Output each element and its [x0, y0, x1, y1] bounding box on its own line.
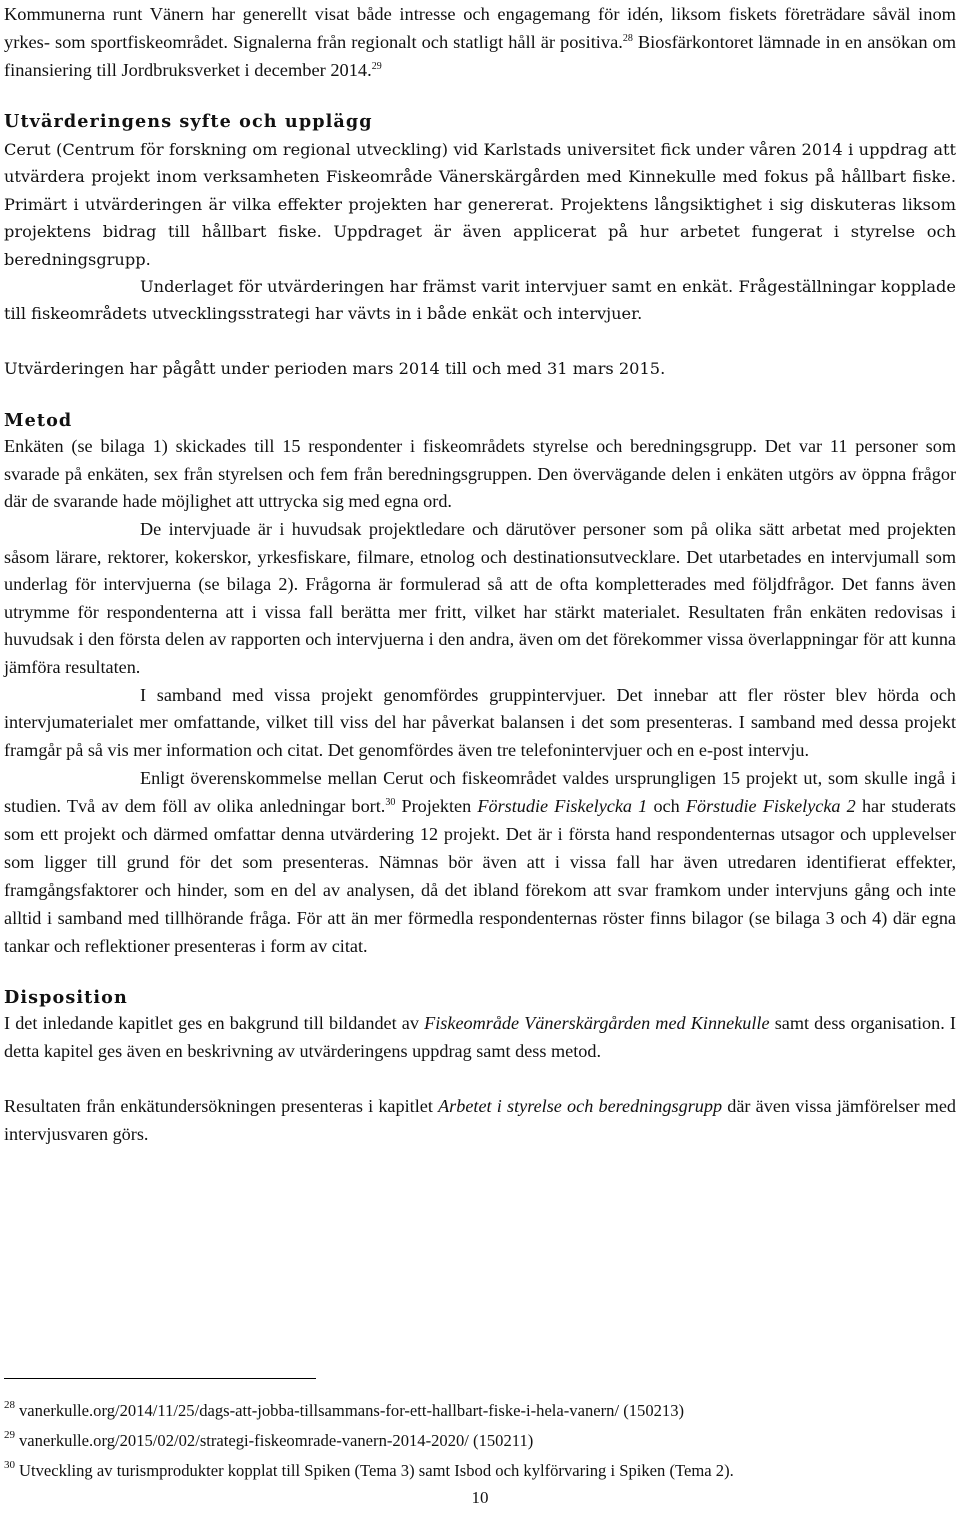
footnote-30 — [4, 1453, 956, 1483]
organisation-name: Fiskeområde Vänerskärgården med Kinnekulle — [424, 1013, 770, 1034]
footnotes — [4, 1378, 956, 1483]
footnote-number: 28 — [4, 1399, 15, 1411]
footnote-divider — [4, 1378, 316, 1379]
footnote-text: Utveckling av turismprodukter kopplat till Spiken (Tema 3) samt Isbod och kylförvaring i Spiken (Tema 2). — [19, 1461, 734, 1480]
footnote-text: vanerkulle.org/2015/02/02/strategi-fiskeomrade-vanern-2014-2020/ (150211) — [19, 1431, 534, 1450]
disposition-paragraph-1 — [4, 1010, 956, 1066]
footnote-number: 29 — [4, 1429, 15, 1441]
metod-paragraph-2: De intervjuade är i huvudsak projektledare och därutöver personer som på olika sätt arbetat med projekten såsom lärare, rektorer, kokerskor, yrkesfiskare, filmare, etnolog och destinationsutvecklare. Det utarbetades en intervjumall som underlag för intervjuerna (se bilaga 2). Frågorna är formulerad så att de ofta kompletterades med följdfrågor. Det fanns även utrymme för respondenterna att i vissa fall berätta mer fritt, vilket har stärkt materialet. Resultaten från enkäten redovisas i huvudsak i den första delen av rapporten och intervjuerna i den andra, även om det förekommer vissa överlappningar för att kunna jämföra resultaten. — [4, 519, 956, 677]
disposition-paragraph-1-text-b: samt dess organisation. I detta kapitel ges även en beskrivning av utvärderingens uppdrag samt dess metod. — [4, 1013, 956, 1062]
metod-paragraph-4-text-c: och — [647, 796, 686, 817]
metod-paragraph-4-text-b: Projekten — [395, 796, 478, 817]
disposition-paragraph-2 — [4, 1093, 956, 1149]
footnote-ref-29[interactable]: 29 — [371, 60, 382, 72]
syfte-paragraph-2: Underlaget för utvärderingen har främst varit intervjuer samt en enkät. Frågeställningar kopplade till fiskeområdets utvecklingsstrategi har vävts in i både enkät och intervjuer. — [4, 277, 956, 324]
intro-text-continued: Biosfärkontoret lämnade in en ansökan om finansiering till Jordbruksverket i december 2014. — [4, 32, 957, 80]
project-title-fiskelycka-1: Förstudie Fiskelycka 1 — [477, 796, 648, 817]
project-title-fiskelycka-2: Förstudie Fiskelycka 2 — [685, 796, 856, 817]
intro-paragraph — [4, 0, 956, 84]
footnote-number: 30 — [4, 1459, 15, 1471]
metod-paragraph-3: I samband med vissa projekt genomfördes gruppintervjuer. Det innebar att fler röster blev hörda och intervjumaterialet mer omfattande, vilket till viss del har påverkat balansen i det som presenteras. I samband med dessa projekt framgår på så vis mer information och citat. Det genomfördes även tre telefonintervjuer och en e-post intervju. — [4, 684, 956, 760]
footnote-text: vanerkulle.org/2014/11/25/dags-att-jobba-tillsammans-for-ett-hallbart-fiske-i-hela-vanern/ (150213) — [19, 1401, 685, 1420]
footnote-ref-28[interactable]: 28 — [622, 32, 633, 44]
disposition-paragraph-1-text: I det inledande kapitlet ges en bakgrund till bildandet av — [4, 1013, 425, 1034]
metod-paragraph-4 — [4, 764, 956, 960]
metod-paragraph-1: Enkäten (se bilaga 1) skickades till 15 respondenter i fiskeområdets styrelse och beredningsgrupp. Det var 11 personer som svarade på enkäten, sex från styrelsen och fem från beredningsgruppen. Den övervägande delen i enkäten utgörs av öppna frågor där de svarande hade möjlighet att uttrycka sig med egna ord. — [4, 436, 956, 512]
section-heading-disposition: Disposition — [4, 987, 128, 1009]
metod-paragraph-4-text-d: har studerats som ett projekt och därmed omfattar denna utvärdering 12 projekt. Det är i första hand respondenternas utsagor och upplevelser som ligger till grund för det som presenteras. Nämnas bör även att i vissa fall har även utredaren identifierat effekter, framgångsfaktorer och hinder, som en del av analysen, då det ibland förekom att svar framkom under intervjuns gång och inte alltid i samband med tillhörande fråga. För att än mer förmedla respondenternas röster finns bilagor (se bilaga 3 och 4) där egna tankar och reflektioner presenteras i form av citat. — [4, 796, 956, 957]
syfte-paragraph-3: Utvärderingen har pågått under perioden mars 2014 till och med 31 mars 2015. — [4, 358, 666, 378]
syfte-paragraph-1: Cerut (Centrum för forskning om regional utveckling) vid Karlstads universitet fick under våren 2014 i uppdrag att utvärdera projekt inom verksamheten Fiskeområde Vänerskärgården med Kinnekulle med fokus på hållbart fiske. Primärt i utvärderingen är vilka effekter projekten har genererat. Projektens långsiktighet i sig diskuteras liksom projektens bidrag till hållbart fiske. Uppdraget är även applicerat på hur arbetet fungerat i styrelse och beredningsgrupp. — [4, 140, 956, 269]
footnote-29 — [4, 1423, 956, 1453]
document-page — [4, 0, 956, 1149]
section-heading-metod: Metod — [4, 410, 73, 432]
page-number: 10 — [471, 1488, 489, 1507]
intro-text: Kommunerna runt Vänern har generellt visat både intresse och engagemang för idén, liksom fiskets företrädare såväl inom yrkes- som sportfiskeområdet. Signalerna från regionalt och statligt håll är positiva. — [4, 4, 956, 52]
metod-paragraph-4-text: Enligt överenskommelse mellan Cerut och fiskeområdet valdes ursprungligen 15 projekt ut, som skulle ingå i studien. Två av dem föll av olika anledningar bort. — [4, 768, 956, 817]
section-heading-syfte: Utvärderingens syfte och upplägg — [4, 111, 373, 132]
footnote-28 — [4, 1393, 956, 1423]
footnote-ref-30[interactable]: 30 — [385, 797, 396, 809]
disposition-paragraph-2-text-b: där även vissa jämförelser med intervjusvaren görs. — [4, 1095, 957, 1144]
chapter-title: Arbetet i styrelse och beredningsgrupp — [438, 1095, 723, 1116]
disposition-paragraph-2-text: Resultaten från enkätundersökningen presenteras i kapitlet — [4, 1095, 439, 1116]
